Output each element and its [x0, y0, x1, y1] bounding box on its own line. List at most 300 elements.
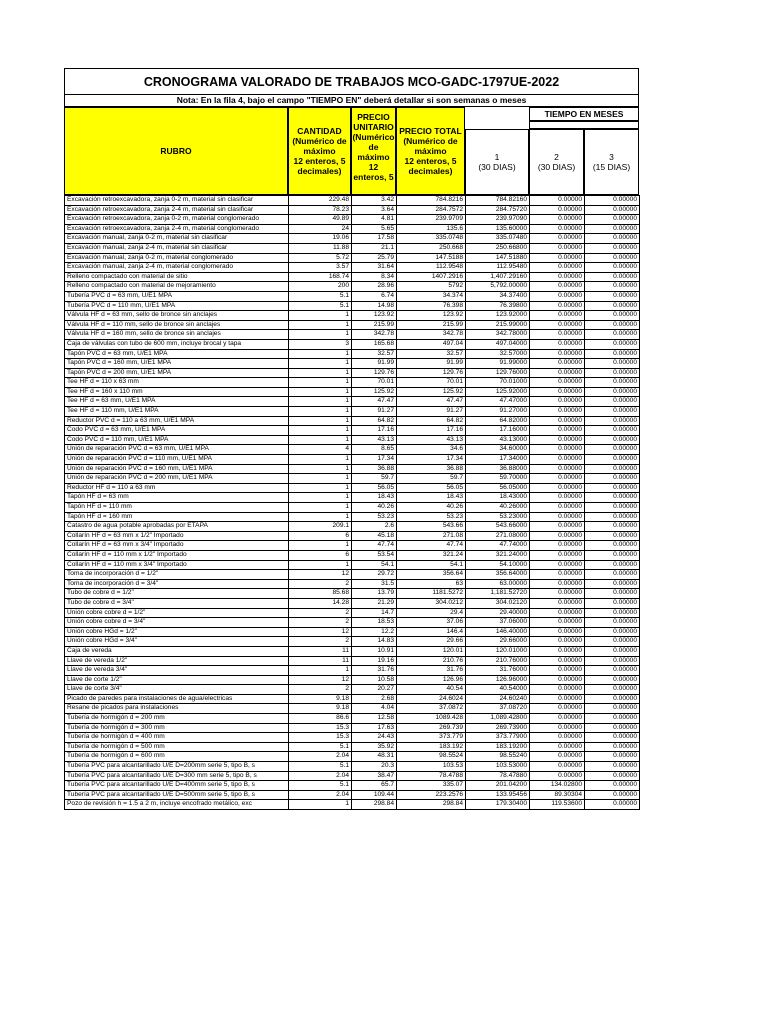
period-1-cell: 5,792.00000	[466, 282, 530, 292]
period-3-cell: 0.00000	[585, 455, 640, 465]
precio-unitario-cell: 17.58	[352, 234, 397, 244]
period-1-cell: 32.57000	[466, 349, 530, 359]
period-2-cell: 0.00000	[530, 579, 585, 589]
precio-total-cell: 76.398	[397, 301, 466, 311]
period-1-cell: 34.37400	[466, 291, 530, 301]
rubro-cell: Pozo de revisión h = 1.5 a 2 m, incluye encofrado metálico, exc	[65, 800, 289, 810]
table-row	[65, 349, 640, 359]
period-1-cell: 59.70000	[466, 474, 530, 484]
precio-unitario-cell: 28.96	[352, 282, 397, 292]
precio-total-cell: 63	[397, 579, 466, 589]
period-2-cell: 0.00000	[530, 426, 585, 436]
rubro-cell: Tubería de hormigón d = 600 mm	[65, 752, 289, 762]
period-3-cell: 0.00000	[585, 666, 640, 676]
cantidad-cell: 24	[289, 224, 352, 234]
period-2-cell: 0.00000	[530, 560, 585, 570]
cantidad-cell: 2.04	[289, 790, 352, 800]
period-1-cell: 1,089.42800	[466, 714, 530, 724]
schedule-sheet	[64, 68, 639, 810]
cantidad-line: CANTIDAD	[297, 126, 342, 136]
period-label: (30 DIAS)	[478, 162, 516, 172]
precio-unitario-cell: 35.92	[352, 742, 397, 752]
period-1-cell: 215.99000	[466, 320, 530, 330]
period-3-cell: 0.00000	[585, 378, 640, 388]
precio-unitario-cell: 53.23	[352, 512, 397, 522]
period-2-cell: 0.00000	[530, 455, 585, 465]
rubro-cell: Tubo de cobre d = 1/2"	[65, 589, 289, 599]
table-row	[65, 205, 640, 215]
period-1-cell: 64.82000	[466, 416, 530, 426]
precio-unitario-cell: 59.7	[352, 474, 397, 484]
period-2-cell: 0.00000	[530, 685, 585, 695]
precio-unitario-cell: 91.99	[352, 359, 397, 369]
cantidad-cell: 19.06	[289, 234, 352, 244]
precio-unitario-cell: 18.43	[352, 493, 397, 503]
precio-unitario-cell: 8.65	[352, 445, 397, 455]
period-2-cell: 0.00000	[530, 541, 585, 551]
cantidad-cell: 11	[289, 656, 352, 666]
precio-total-cell: 34.374	[397, 291, 466, 301]
precio-unitario-line: de	[368, 142, 379, 152]
rubro-cell: Codo PVC d = 63 mm, U/E1 MPA	[65, 426, 289, 436]
precio-unitario-line: máximo	[357, 152, 390, 162]
period-2-cell: 0.00000	[530, 666, 585, 676]
table-row	[65, 263, 640, 273]
precio-unitario-cell: 5.65	[352, 224, 397, 234]
rubro-header-label: RUBRO	[160, 146, 192, 156]
period-3-cell: 0.00000	[585, 426, 640, 436]
table-row	[65, 378, 640, 388]
period-1-cell: 17.16000	[466, 426, 530, 436]
table-row	[65, 243, 640, 253]
rubro-cell: Tubería de hormigón d = 300 mm	[65, 723, 289, 733]
cantidad-cell: 1	[289, 483, 352, 493]
rubro-cell: Unión cobre cobre d = 1/2"	[65, 608, 289, 618]
precio-unitario-cell: 298.84	[352, 800, 397, 810]
precio-total-cell: 18.43	[397, 493, 466, 503]
precio-total-line: (Numérico de	[403, 136, 458, 146]
table-row	[65, 407, 640, 417]
table-row	[65, 455, 640, 465]
rubro-cell: Tubería PVC para alcantarillado U/E D=200mm serie 5, tipo B, s	[65, 762, 289, 772]
cantidad-cell: 1	[289, 541, 352, 551]
precio-total-cell: 17.34	[397, 455, 466, 465]
precio-total-cell: 120.01	[397, 646, 466, 656]
rubro-cell: Reductor HF d = 110 a 63 mm	[65, 483, 289, 493]
table-row	[65, 781, 640, 791]
rubro-cell: Llave de corte 3/4"	[65, 685, 289, 695]
precio-unitario-cell: 17.34	[352, 455, 397, 465]
period-1-cell: 135.60000	[466, 224, 530, 234]
table-row	[65, 416, 640, 426]
precio-total-cell: 129.76	[397, 368, 466, 378]
precio-unitario-cell: 20.27	[352, 685, 397, 695]
rubro-cell: Llave de corte 1/2"	[65, 675, 289, 685]
precio-total-header	[396, 107, 465, 195]
cantidad-cell: 1	[289, 416, 352, 426]
period-3-cell: 0.00000	[585, 416, 640, 426]
rubro-cell: Codo PVC d = 110 mm, U/E1 MPA	[65, 435, 289, 445]
table-row	[65, 790, 640, 800]
table-row	[65, 330, 640, 340]
cantidad-cell: 1	[289, 493, 352, 503]
precio-total-cell: 37.0872	[397, 704, 466, 714]
cantidad-cell: 5.1	[289, 762, 352, 772]
period-2-cell: 0.00000	[530, 723, 585, 733]
precio-total-cell: 210.76	[397, 656, 466, 666]
table-row	[65, 435, 640, 445]
rubro-cell: Excavación retroexcavadora, zanja 0-2 m, material conglomerado	[65, 215, 289, 225]
cantidad-cell: 1	[289, 311, 352, 321]
precio-total-cell: 239.9709	[397, 215, 466, 225]
table-row	[65, 723, 640, 733]
precio-unitario-cell: 53.54	[352, 550, 397, 560]
period-3-cell: 0.00000	[585, 349, 640, 359]
period-3-cell: 0.00000	[585, 560, 640, 570]
precio-total-cell: 335.07	[397, 781, 466, 791]
cantidad-cell: 2	[289, 618, 352, 628]
period-3-cell: 0.00000	[585, 522, 640, 532]
cantidad-cell: 6	[289, 550, 352, 560]
precio-total-cell: 29.4	[397, 608, 466, 618]
table-row	[65, 550, 640, 560]
precio-total-cell: 64.82	[397, 416, 466, 426]
period-1-cell: 1,407.29160	[466, 272, 530, 282]
period-2-cell: 0.00000	[530, 407, 585, 417]
rubro-cell: Tubería PVC d = 110 mm, U/E1 MPA	[65, 301, 289, 311]
precio-unitario-line: (Numérico	[352, 132, 395, 142]
precio-unitario-line: UNITARIO	[353, 122, 394, 132]
rubro-cell: Tubo de cobre d = 3/4"	[65, 598, 289, 608]
rubro-cell: Relleno compactado con material de mejoramiento	[65, 282, 289, 292]
table-row	[65, 445, 640, 455]
table-row	[65, 685, 640, 695]
cantidad-cell: 229.48	[289, 196, 352, 206]
cantidad-header	[288, 107, 351, 195]
period-3-cell: 0.00000	[585, 435, 640, 445]
period-1-cell: 210.76000	[466, 656, 530, 666]
precio-total-cell: 47.47	[397, 397, 466, 407]
period-2-cell: 0.00000	[530, 522, 585, 532]
sheet-title: CRONOGRAMA VALORADO DE TRABAJOS MCO-GADC-1797UE-2022	[64, 68, 639, 95]
precio-total-cell: 1407.2916	[397, 272, 466, 282]
precio-unitario-cell: 215.99	[352, 320, 397, 330]
rubro-cell: Excavación manual, zanja 2-4 m, material conglomerado	[65, 263, 289, 273]
precio-total-cell: 183.192	[397, 742, 466, 752]
cantidad-cell: 4	[289, 445, 352, 455]
period-2-cell: 0.00000	[530, 435, 585, 445]
period-2-cell: 0.00000	[530, 368, 585, 378]
precio-total-cell: 36.88	[397, 464, 466, 474]
precio-total-cell: 56.05	[397, 483, 466, 493]
precio-unitario-cell: 21.29	[352, 598, 397, 608]
rubro-cell: Tapón PVC d = 160 mm, U/E1 MPA	[65, 359, 289, 369]
cantidad-cell: 1	[289, 397, 352, 407]
table-row	[65, 656, 640, 666]
cantidad-line: (Numérico de	[292, 136, 347, 146]
period-1-cell: 543.66000	[466, 522, 530, 532]
precio-unitario-cell: 8.34	[352, 272, 397, 282]
rubro-cell: Excavación retroexcavadora, zanja 2-4 m, material conglomerado	[65, 224, 289, 234]
precio-unitario-cell: 47.74	[352, 541, 397, 551]
precio-total-line: 12 enteros, 5	[404, 156, 457, 166]
period-3-cell: 0.00000	[585, 618, 640, 628]
table-row	[65, 646, 640, 656]
cantidad-cell: 1	[289, 330, 352, 340]
period-1-cell: 133.95456	[466, 790, 530, 800]
table-row	[65, 426, 640, 436]
precio-unitario-cell: 48.31	[352, 752, 397, 762]
rubro-cell: Reductor PVC d = 110 a 63 mm, U/E1 MPA	[65, 416, 289, 426]
period-1-cell: 34.60000	[466, 445, 530, 455]
cantidad-cell: 11	[289, 646, 352, 656]
period-3-cell: 0.00000	[585, 224, 640, 234]
period-2-cell: 0.00000	[530, 598, 585, 608]
rubro-cell: Tee HF d = 160 x 110 mm	[65, 387, 289, 397]
cantidad-cell: 6	[289, 531, 352, 541]
rubro-cell: Tee HF d = 110 x 63 mm	[65, 378, 289, 388]
precio-total-cell: 126.96	[397, 675, 466, 685]
precio-total-cell: 298.84	[397, 800, 466, 810]
table-row	[65, 215, 640, 225]
precio-unitario-cell: 32.57	[352, 349, 397, 359]
period-label: (30 DIAS)	[537, 162, 576, 172]
rubro-cell: Unión de reparación PVC d = 63 mm, U/E1 MPA	[65, 445, 289, 455]
precio-unitario-cell: 24.43	[352, 733, 397, 743]
period-3-cell: 0.00000	[585, 282, 640, 292]
rubro-cell: Catastro de agua potable aprobadas por ETAPA	[65, 522, 289, 532]
precio-total-cell: 223.2576	[397, 790, 466, 800]
table-row	[65, 196, 640, 206]
period-1-cell: 76.39800	[466, 301, 530, 311]
period-3-cell: 0.00000	[585, 800, 640, 810]
period-1-cell: 321.24000	[466, 550, 530, 560]
precio-unitario-cell: 31.76	[352, 666, 397, 676]
cantidad-cell: 9.18	[289, 704, 352, 714]
rubro-cell: Picado de paredes para instalaciones de agua/electricas	[65, 694, 289, 704]
precio-total-cell: 304.0212	[397, 598, 466, 608]
cantidad-cell: 1	[289, 464, 352, 474]
period-1-cell: 43.13000	[466, 435, 530, 445]
cantidad-line: decimales)	[297, 166, 342, 176]
cantidad-cell: 49.89	[289, 215, 352, 225]
table-row	[65, 598, 640, 608]
period-1-cell: 53.23000	[466, 512, 530, 522]
cantidad-cell: 2.04	[289, 752, 352, 762]
precio-unitario-cell: 17.16	[352, 426, 397, 436]
rubro-cell: Excavación retroexcavadora, zanja 2-4 m, material sin clasificar	[65, 205, 289, 215]
period-2-cell: 89.30304	[530, 790, 585, 800]
period-2-cell: 0.00000	[530, 694, 585, 704]
period-3-cell: 0.00000	[585, 550, 640, 560]
cantidad-cell: 1	[289, 349, 352, 359]
precio-unitario-cell: 65.7	[352, 781, 397, 791]
precio-unitario-cell: 2.6	[352, 522, 397, 532]
period-2-cell: 0.00000	[530, 234, 585, 244]
precio-unitario-cell: 47.47	[352, 397, 397, 407]
table-row	[65, 253, 640, 263]
precio-total-cell: 54.1	[397, 560, 466, 570]
rubro-cell: Tapón HF d = 160 mm	[65, 512, 289, 522]
rubro-cell: Caja de vereda	[65, 646, 289, 656]
period-2-cell: 0.00000	[530, 512, 585, 522]
table-row	[65, 503, 640, 513]
cantidad-cell: 12	[289, 570, 352, 580]
table-row	[65, 637, 640, 647]
period-2-cell: 0.00000	[530, 483, 585, 493]
table-row	[65, 771, 640, 781]
period-1-cell: 54.10000	[466, 560, 530, 570]
precio-unitario-cell: 4.81	[352, 215, 397, 225]
period-num: 3	[609, 152, 614, 162]
table-row	[65, 608, 640, 618]
precio-unitario-cell: 13.79	[352, 589, 397, 599]
precio-unitario-cell: 91.27	[352, 407, 397, 417]
period-2-cell: 0.00000	[530, 339, 585, 349]
rubro-cell: Relleno compactado con material de sitio	[65, 272, 289, 282]
precio-total-cell: 135.6	[397, 224, 466, 234]
period-2-cell: 119.53600	[530, 800, 585, 810]
precio-total-cell: 34.6	[397, 445, 466, 455]
period-2-cell: 0.00000	[530, 503, 585, 513]
cantidad-cell: 1	[289, 455, 352, 465]
precio-unitario-cell: 19.16	[352, 656, 397, 666]
period-3-cell: 0.00000	[585, 694, 640, 704]
precio-total-cell: 91.99	[397, 359, 466, 369]
table-row	[65, 531, 640, 541]
rubro-cell: Excavación manual, zanja 0-2 m, material sin clasificar	[65, 234, 289, 244]
period-2-cell: 0.00000	[530, 531, 585, 541]
period-2-cell: 0.00000	[530, 752, 585, 762]
period-1-cell: 125.92000	[466, 387, 530, 397]
precio-unitario-cell: 6.74	[352, 291, 397, 301]
rubro-cell: Toma de incorporación d = 1/2"	[65, 570, 289, 580]
period-3-cell: 0.00000	[585, 493, 640, 503]
cantidad-cell: 1	[289, 426, 352, 436]
period-1-cell: 179.30400	[466, 800, 530, 810]
table-row	[65, 291, 640, 301]
table-row	[65, 704, 640, 714]
table-row	[65, 541, 640, 551]
table-row	[65, 464, 640, 474]
period-3-cell: 0.00000	[585, 579, 640, 589]
rubro-cell: Tubería PVC para alcantarillado U/E D=400mm serie 5, tipo B, s	[65, 781, 289, 791]
cantidad-cell: 1	[289, 368, 352, 378]
table-row	[65, 618, 640, 628]
precio-total-line: máximo	[414, 146, 447, 156]
cantidad-cell: 86.6	[289, 714, 352, 724]
cantidad-cell: 1	[289, 320, 352, 330]
period-3-cell: 0.00000	[585, 483, 640, 493]
cantidad-cell: 5.72	[289, 253, 352, 263]
precio-total-cell: 356.64	[397, 570, 466, 580]
precio-unitario-cell: 17.63	[352, 723, 397, 733]
rubro-cell: Toma de incorporación d = 3/4"	[65, 579, 289, 589]
period-1-cell: 98.55240	[466, 752, 530, 762]
table-row	[65, 752, 640, 762]
period-label: (15 DIAS)	[592, 162, 631, 172]
period-3-cell: 0.00000	[585, 445, 640, 455]
period-1-cell: 147.51880	[466, 253, 530, 263]
precio-total-cell: 342.78	[397, 330, 466, 340]
period-1-cell: 1,181.52720	[466, 589, 530, 599]
period-2-cell: 0.00000	[530, 608, 585, 618]
period-1-cell: 304.02120	[466, 598, 530, 608]
period-2-cell: 0.00000	[530, 291, 585, 301]
precio-unitario-cell: 14.83	[352, 637, 397, 647]
precio-total-cell: 284.7572	[397, 205, 466, 215]
precio-total-cell: 215.99	[397, 320, 466, 330]
precio-total-cell: 784.8216	[397, 196, 466, 206]
precio-unitario-cell: 2.68	[352, 694, 397, 704]
table-row	[65, 666, 640, 676]
precio-unitario-cell: 36.88	[352, 464, 397, 474]
table-row	[65, 714, 640, 724]
period-2-cell: 0.00000	[530, 474, 585, 484]
period-2-cell: 0.00000	[530, 320, 585, 330]
table-row	[65, 800, 640, 810]
period-2-cell: 0.00000	[530, 253, 585, 263]
table-row	[65, 474, 640, 484]
schedule-table	[64, 195, 640, 810]
cantidad-cell: 1	[289, 378, 352, 388]
cantidad-cell: 1	[289, 387, 352, 397]
period-1-cell: 70.01000	[466, 378, 530, 388]
period-3-cell: 0.00000	[585, 339, 640, 349]
tiempo-spacer	[529, 121, 639, 129]
precio-total-line: PRECIO TOTAL	[399, 126, 462, 136]
period-2-cell: 0.00000	[530, 627, 585, 637]
period-1-cell: 78.47880	[466, 771, 530, 781]
precio-total-cell: 32.57	[397, 349, 466, 359]
precio-unitario-cell: 70.01	[352, 378, 397, 388]
period-3-cell: 0.00000	[585, 598, 640, 608]
rubro-cell: Unión de reparación PVC d = 110 mm, U/E1 MPA	[65, 455, 289, 465]
precio-unitario-cell: 3.42	[352, 196, 397, 206]
precio-total-cell: 37.06	[397, 618, 466, 628]
period-1-cell: 342.78000	[466, 330, 530, 340]
cantidad-cell: 1	[289, 359, 352, 369]
period-1-cell: 112.95480	[466, 263, 530, 273]
rubro-cell: Collarín HF d = 110 mm x 1/2" Importado	[65, 550, 289, 560]
period-3-cell: 0.00000	[585, 627, 640, 637]
rubro-cell: Tubería PVC para alcantarillado U/E D=300 mm serie 5, tipo B, s	[65, 771, 289, 781]
period-1-cell: 37.08720	[466, 704, 530, 714]
precio-total-cell: 43.13	[397, 435, 466, 445]
table-row	[65, 493, 640, 503]
period-3-cell: 0.00000	[585, 196, 640, 206]
cantidad-cell: 3.57	[289, 263, 352, 273]
table-row	[65, 675, 640, 685]
precio-total-cell: 70.01	[397, 378, 466, 388]
precio-unitario-cell: 40.26	[352, 503, 397, 513]
precio-total-cell: 78.4788	[397, 771, 466, 781]
period-1-cell: 239.97090	[466, 215, 530, 225]
period-3-cell: 0.00000	[585, 723, 640, 733]
rubro-cell: Tapón PVC d = 63 mm, U/E1 MPA	[65, 349, 289, 359]
precio-total-cell: 24.6024	[397, 694, 466, 704]
period-num: 2	[554, 152, 559, 162]
cantidad-cell: 1	[289, 666, 352, 676]
rubro-cell: Tubería de hormigón d = 500 mm	[65, 742, 289, 752]
period-3-cell: 0.00000	[585, 541, 640, 551]
precio-unitario-cell: 18.53	[352, 618, 397, 628]
cantidad-cell: 2	[289, 637, 352, 647]
period-2-cell: 0.00000	[530, 464, 585, 474]
period-3-cell: 0.00000	[585, 407, 640, 417]
cantidad-cell: 2.04	[289, 771, 352, 781]
precio-total-cell: 321.24	[397, 550, 466, 560]
